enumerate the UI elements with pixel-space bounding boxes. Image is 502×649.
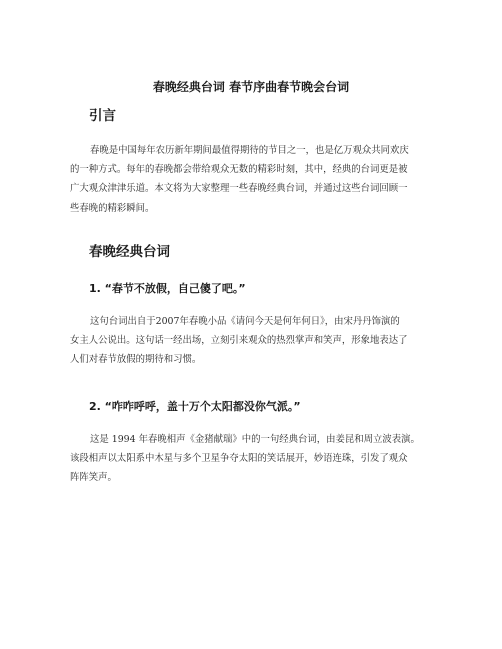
section-heading-classic-lines: 春晚经典台词 <box>89 244 170 260</box>
paragraph-line: 的一种方式。每年的春晚都会带给观众无数的精彩时刻，其中，经典的台词更是被 <box>70 164 408 176</box>
document-title: 春晚经典台词 春节序曲春节晚会台词 <box>152 80 350 94</box>
intro-paragraph <box>70 141 438 218</box>
paragraph-line: 女主人公说出。这句话一经出场，立刻引来观众的热烈掌声和笑声，形象地表达了 <box>70 335 408 347</box>
paragraph-line: 这是 1994 年春晚相声《金猪献瑞》中的一句经典台词，由姜昆和周立波表演。 <box>90 434 420 445</box>
section-heading-intro: 引言 <box>89 108 116 124</box>
paragraph-line: 广大观众津津乐道。本文将为大家整理一些春晚经典台词，并通过这些台词回顾一 <box>70 183 408 195</box>
item-heading-1: 1. “春节不放假，自己傻了吧。” <box>89 282 246 295</box>
item-heading-2: 2. “咋咋呼呼，盖十万个太阳都没你气派。” <box>89 400 301 413</box>
paragraph-line: 人们对春节放假的期待和习惯。 <box>70 354 202 366</box>
paragraph-line: 这句台词出自于2007年春晚小品《请问今天是何年何日》，由宋丹丹饰演的 <box>90 316 400 327</box>
paragraph-line: 阵阵笑声。 <box>70 472 117 484</box>
paragraph-line: 些春晚的精彩瞬间。 <box>70 202 155 214</box>
item-paragraph-1 <box>70 312 438 370</box>
paragraph-line: 该段相声以太阳系中木星与多个卫星争夺太阳的笑话展开，妙语连珠，引发了观众 <box>70 453 408 465</box>
paragraph-line: 春晚是中国每年农历新年期间最值得期待的节目之一，也是亿万观众共同欢庆 <box>90 145 409 156</box>
item-paragraph-2 <box>70 430 438 488</box>
